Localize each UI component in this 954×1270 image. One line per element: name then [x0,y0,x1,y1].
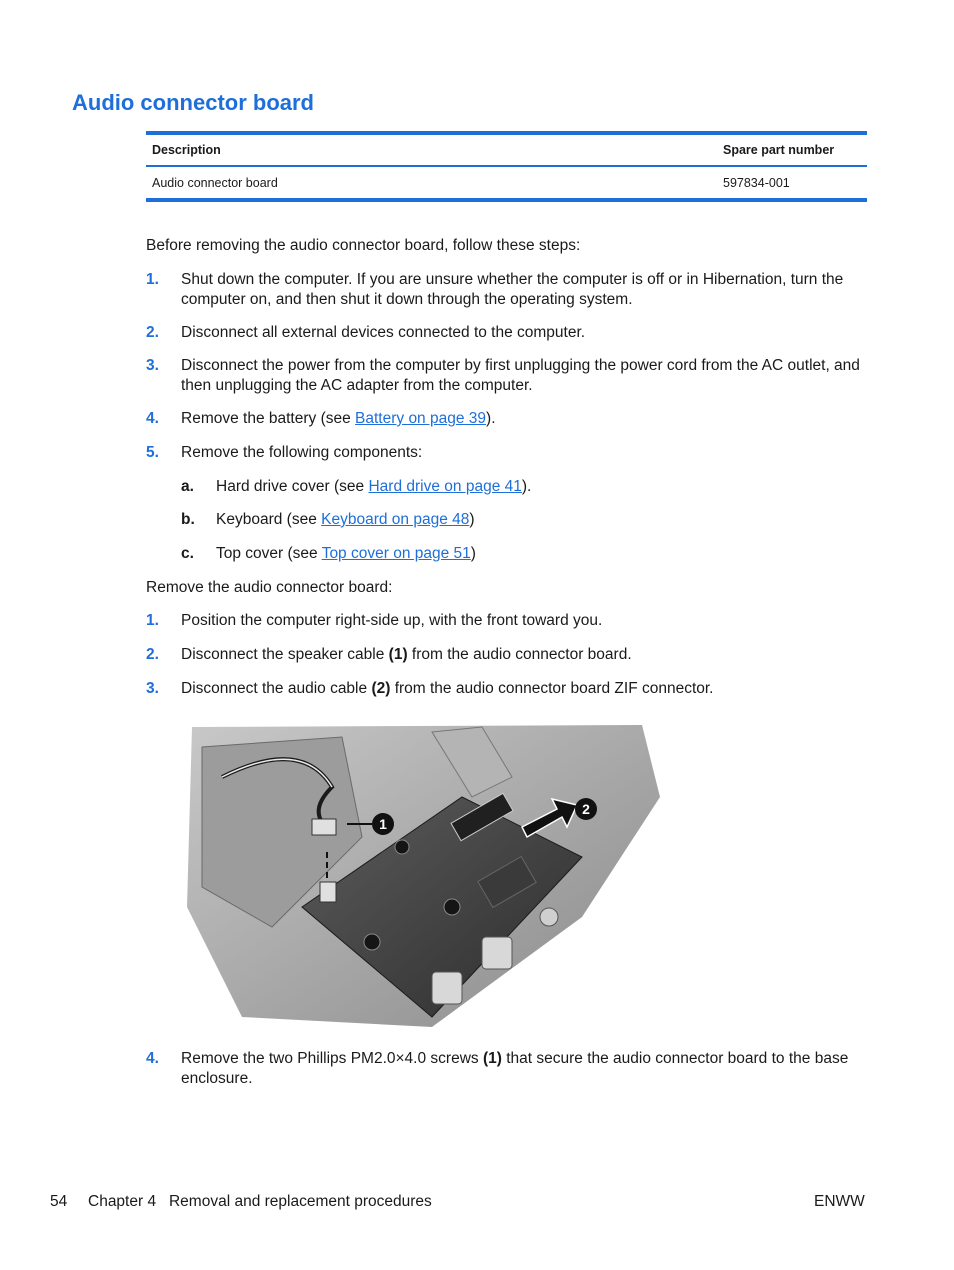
step-text-before: Remove the two Phillips PM2.0×4.0 screws [181,1050,483,1067]
spare-parts-table [146,131,867,202]
callout-2-label: 2 [582,801,590,817]
step-text-before: Remove the battery (see [181,410,356,427]
speaker-connector [312,819,336,835]
callout-reference: (2) [371,680,391,697]
step-text-after: ). [486,410,496,427]
battery-link[interactable]: Battery on page 39 [355,410,487,427]
sub-step-text [216,477,531,497]
sub-step-text-after: ) [470,545,476,562]
step-text [181,645,871,665]
step-number: 2. [146,646,159,663]
sub-step-letter: a. [181,478,194,495]
step-text: Disconnect all external devices connected to the computer. [181,324,586,341]
step-text-before: Disconnect the audio cable [181,680,372,697]
intro-remove: Remove the audio connector board: [146,579,393,596]
step-text: Shut down the computer. If you are unsure whether the computer is off or in Hibernation, turn the computer on, and then shut it down through the operating system. [181,271,844,308]
step-text-before: Disconnect the speaker cable [181,646,389,663]
audio-connector-board-illustration [182,717,660,1027]
step-text: Disconnect the power from the computer by first unplugging the power cord from the AC outlet, and then unplugging the AC adapter from the computer. [181,357,860,394]
screw-icon [364,934,380,950]
screw-icon [444,899,460,915]
column-header-description: Description [146,133,717,166]
step-text [181,1049,871,1088]
footer-chapter: Chapter 4 Removal and replacement procedures [88,1193,432,1210]
table-cell-part-number: 597834-001 [723,175,790,190]
footer-page-number: 54 [50,1193,68,1210]
step-number: 2. [146,324,159,341]
step-text-after: from the audio connector board. [407,646,632,663]
step-text: Position the computer right-side up, with the front toward you. [181,612,603,629]
step-text: Remove the following components: [181,444,423,461]
step-number: 3. [146,680,159,697]
callout-1-label: 1 [379,816,387,832]
keyboard-link[interactable]: Keyboard on page 48 [321,511,470,528]
audio-jack-icon [540,908,558,926]
table-header-row [146,133,867,166]
footer-enww: ENWW [814,1193,865,1210]
step-number: 5. [146,444,159,461]
step-number: 4. [146,410,159,427]
column-header-spare-part-number: Spare part number [717,133,868,166]
page-title: Audio connector board [72,90,314,115]
audio-jack-icon [482,937,512,969]
intro-before-removing: Before removing the audio connector board, follow these steps: [146,237,581,254]
sub-step-text-after: ) [469,511,475,528]
table-row [146,166,867,200]
sub-step-letter: c. [181,545,194,562]
sub-step-text-before: Top cover (see [216,545,322,562]
hard-drive-link[interactable]: Hard drive on page 41 [368,478,522,495]
step-text [181,679,871,699]
speaker-cable-plug [320,882,336,902]
screw-hole-icon [395,840,409,854]
step-number: 1. [146,271,159,288]
table-cell-description: Audio connector board [146,166,717,200]
sub-step-text-before: Hard drive cover (see [216,478,369,495]
step-text [181,409,871,429]
step-text-after: that secure the audio connector board to the base enclosure. [181,1050,849,1087]
step-text-after: from the audio connector board ZIF connector. [390,680,714,697]
sub-step-text-after: ). [521,478,532,495]
sub-step-text [216,544,476,564]
sub-step-letter: b. [181,511,195,528]
audio-jack-icon [432,972,462,1004]
callout-reference: (1) [482,1050,502,1067]
step-number: 1. [146,612,159,629]
callout-reference: (1) [388,646,408,663]
step-number: 3. [146,357,159,374]
sub-step-text-before: Keyboard (see [216,511,322,528]
step-number: 4. [146,1050,159,1067]
sub-step-text [216,510,475,530]
top-cover-link[interactable]: Top cover on page 51 [321,545,471,562]
